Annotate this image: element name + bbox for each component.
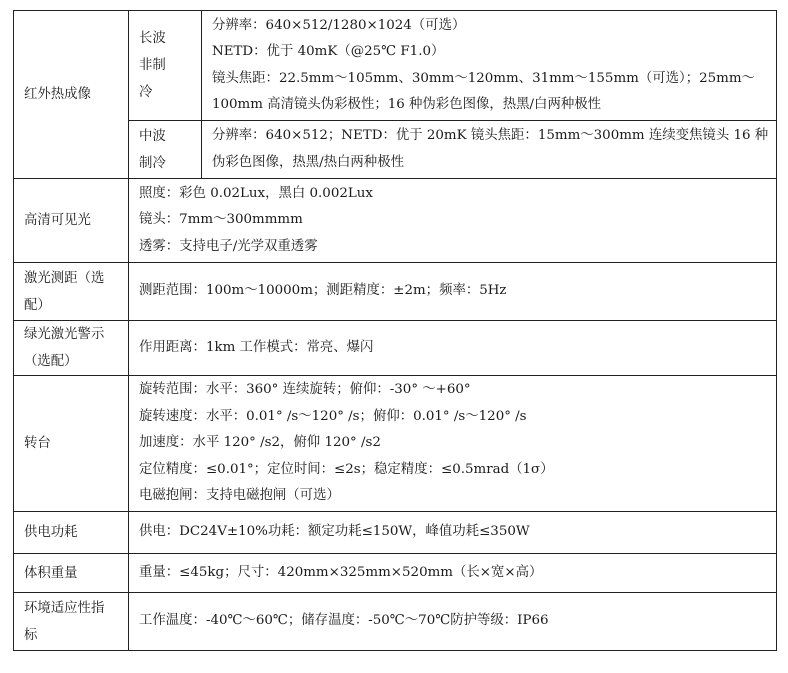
detail-line: 镜头焦距：22.5mm～105mm、30mm～120mm、31mm～155mm（可选）；25mm～100mm 高清镜头伪彩极性；16 种伪彩色图像，热黑/白两种极性 [212,70,755,112]
category-laser-range-label: 激光测距（选配） [24,270,105,313]
detail-line: 透雾：支持电子/光学双重透雾 [139,238,318,254]
detail-line: 旋转范围：水平：360° 连续旋转；俯仰：-30° ～+60° [139,382,471,398]
category-visible-label: 高清可见光 [24,213,91,228]
detail-line: 测距范围：100m～10000m；测距精度：±2m；频率：5Hz [139,283,507,299]
category-ir-label: 红外热成像 [24,87,91,102]
detail-line: NETD：优于 40mK（@25℃ F1.0） [212,44,445,59]
detail-line: 重量：≤45kg；尺寸：420mm×325mm×520mm（长×宽×高） [139,564,543,580]
detail-env [129,593,777,651]
detail-line: 加速度：水平 120° /s2，俯仰 120° /s2 [139,435,381,451]
detail-line: 定位精度：≤0.01°；定位时间：≤2s；稳定精度：≤0.5mrad（1σ） [139,461,554,477]
detail-line: 作用距离：1km 工作模式：常亮、爆闪 [139,339,374,355]
detail-power [129,512,777,554]
category-env [14,593,129,651]
category-green-laser-label: 绿光激光警示（选配） [24,327,105,369]
category-green-laser [14,321,129,376]
sub-category-mw [129,121,202,179]
category-turntable-label: 转台 [24,436,51,451]
category-size [14,554,129,593]
table-row-env [14,593,777,651]
sub-category-lw [129,11,202,121]
table-row-power [14,512,777,554]
detail-line: 工作温度：-40℃～60℃；储存温度：-50℃～70℃防护等级：IP66 [139,613,549,629]
detail-turntable [129,376,777,512]
category-laser-range [14,263,129,321]
detail-line: 电磁抱闸：支持电磁抱闸（可选） [139,488,340,504]
detail-line: 镜头：7mm～300mmmm [139,212,303,228]
detail-green-laser [129,321,777,376]
category-power [14,512,129,554]
detail-line: 分辨率：640×512；NETD：优于 20mK 镜头焦距：15mm～300mm 连续变焦镜头 16 种伪彩色图像，热黑/热白两种极性 [212,128,769,170]
detail-size [129,554,777,593]
detail-line: 分辨率：640×512/1280×1024（可选） [212,17,466,33]
category-size-label: 体积重量 [24,565,78,581]
detail-visible [129,179,777,263]
detail-ir-lw [202,11,777,121]
sub-category-lw-label: 长波非制冷 [139,31,166,100]
table-row-laser-range [14,263,777,321]
category-turntable [14,376,129,512]
detail-line: 照度：彩色 0.02Lux，黑白 0.002Lux [139,185,373,201]
detail-line: 旋转速度：水平：0.01° /s～120° /s；俯仰：0.01° /s～120° /s [139,408,527,424]
category-visible [14,179,129,263]
table-row-visible [14,179,777,263]
table-row-ir-lw [14,11,777,121]
detail-laser-range [129,263,777,321]
category-ir [14,11,129,179]
detail-line: 供电：DC24V±10%功耗：额定功耗≤150W，峰值功耗≤350W [139,524,530,540]
sub-category-mw-label: 中波制冷 [139,128,166,171]
spec-table [13,10,777,651]
category-power-label: 供电功耗 [24,525,78,540]
category-env-label: 环境适应性指标 [24,600,105,643]
table-row-ir-mw [14,121,777,179]
table-row-green-laser [14,321,777,376]
detail-ir-mw [202,121,777,179]
table-row-size [14,554,777,593]
table-row-turntable [14,376,777,512]
